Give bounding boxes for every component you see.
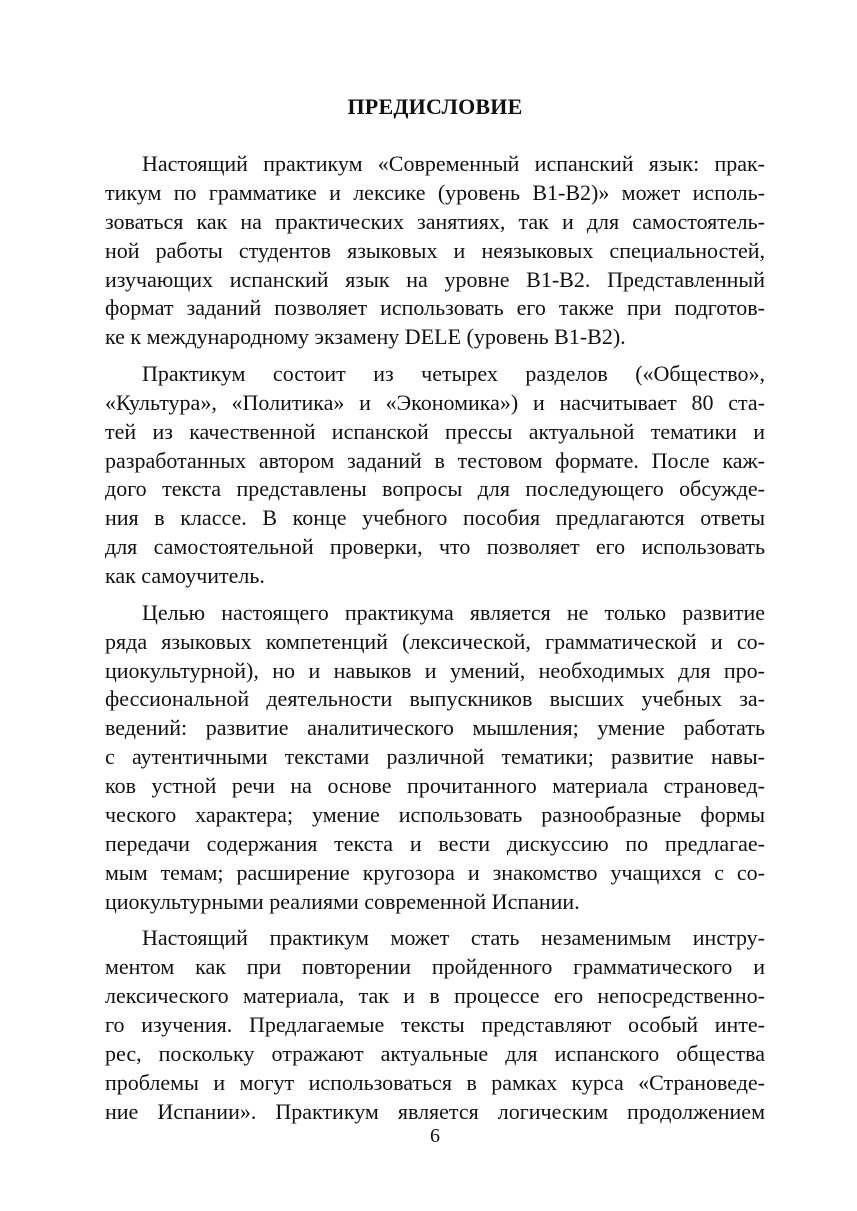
text-line: передачи содержания текста и вести дискуссию по предлагае- — [105, 830, 765, 856]
text-line: формат заданий позволяет использовать его также при подготов- — [105, 295, 765, 321]
text-line: циокультурной), но и навыков и умений, необходимых для про- — [105, 657, 765, 683]
text-line: ние Испании». Практикум является логическим продолжением — [105, 1098, 765, 1124]
text-line: с аутентичными текстами различной тематики; развитие навы- — [105, 744, 765, 770]
text-line: фессиональной деятельности выпускников высших учебных за- — [105, 686, 765, 712]
paragraph-1 — [105, 150, 765, 352]
text-line: Настоящий практикум может стать незаменимым инстру- — [142, 925, 765, 951]
text-line: проблемы и могут использоваться в рамках курса «Страноведе- — [105, 1069, 765, 1095]
text-line: ведений: развитие аналитического мышления; умение работать — [105, 715, 765, 741]
page-title: ПРЕДИСЛОВИЕ — [347, 94, 523, 119]
text-line: разработанных автором заданий в тестовом формате. После каж- — [105, 447, 765, 473]
page-number: 6 — [430, 1125, 440, 1147]
text-line: лексического материала, так и в процессе его непосредственно- — [105, 983, 765, 1008]
text-line: Целью настоящего практикума является не только развитие — [142, 599, 765, 625]
text-line: тей из качественной испанской прессы актуальной тематики и — [105, 418, 765, 444]
text-line: рес, поскольку отражают актуальные для испанского общества — [105, 1040, 765, 1066]
text-line: го изучения. Предлагаемые тексты представляют особый инте- — [105, 1011, 765, 1037]
text-line: ментом как при повторении пройденного грамматического и — [105, 954, 765, 980]
text-line: для самостоятельной проверки, что позволяет его использовать — [105, 534, 765, 560]
paragraph-2 — [105, 360, 765, 591]
text-line: Настоящий практикум «Современный испанский язык: прак- — [142, 151, 765, 176]
text-line: «Культура», «Политика» и «Экономика») и насчитывает 80 ста- — [105, 389, 765, 415]
body-text — [105, 150, 765, 1134]
text-line: ке к международному экзамену DELE (уровень B1-B2). — [105, 324, 626, 350]
text-line: изучающих испанский язык на уровне B1-B2. Представленный — [105, 266, 765, 292]
text-line: циокультурными реалиями современной Испании. — [105, 888, 580, 914]
text-line: дого текста представлены вопросы для последующего обсужде- — [105, 476, 765, 502]
text-line: ческого характера; умение использовать разнообразные формы — [105, 801, 765, 827]
text-line: как самоучитель. — [105, 563, 265, 589]
paragraph-4 — [105, 924, 765, 1126]
text-line: ной работы студентов языковых и неязыковых специальностей, — [105, 237, 765, 263]
text-line: тикум по грамматике и лексике (уровень B1-B2)» может исполь- — [105, 179, 765, 205]
text-line: Практикум состоит из четырех разделов («Общество», — [142, 360, 765, 386]
text-line: ряда языковых компетенций (лексической, грамматической и со- — [105, 628, 765, 654]
text-line: ния в классе. В конце учебного пособия предлагаются ответы — [105, 505, 765, 531]
text-line: зоваться как на практических занятиях, так и для самостоятель- — [105, 208, 765, 234]
text-line: мым темам; расширение кругозора и знакомство учащихся с со- — [105, 859, 765, 885]
text-line: ков устной речи на основе прочитанного материала страновед- — [105, 773, 765, 799]
paragraph-3 — [105, 599, 765, 917]
